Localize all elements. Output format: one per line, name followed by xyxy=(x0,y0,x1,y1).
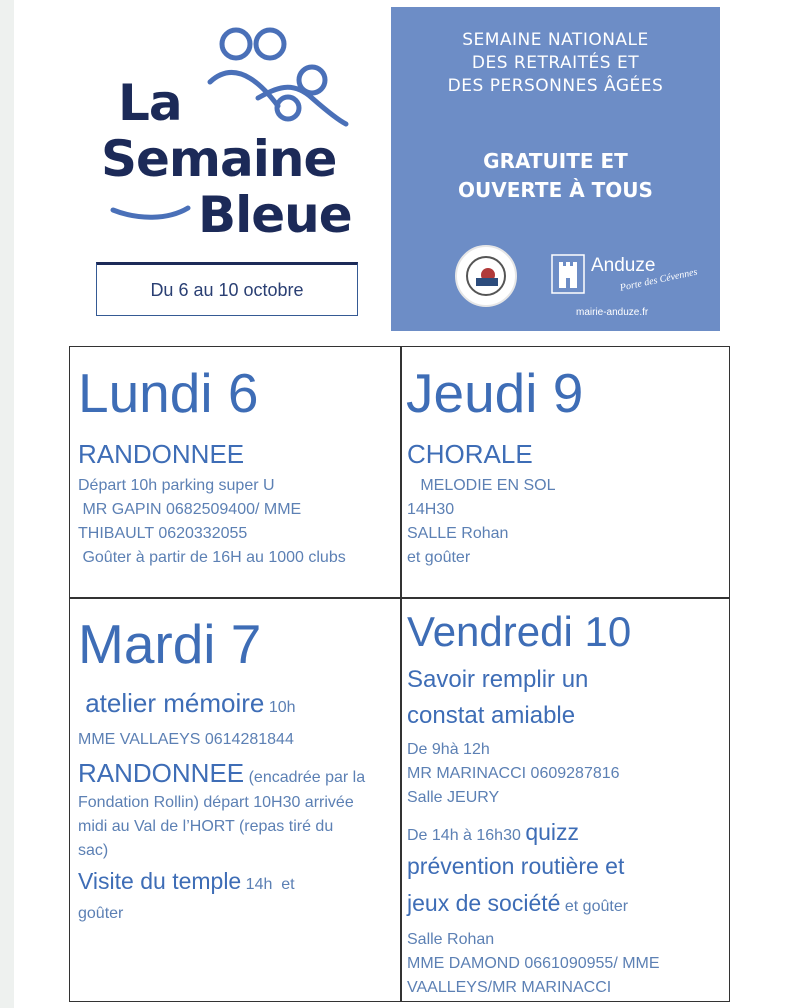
program-grid xyxy=(69,346,730,1002)
activity-title: RANDONNEE xyxy=(78,439,245,469)
activity-time: 10h xyxy=(264,699,296,716)
activity-detail: 14H30 xyxy=(407,501,455,518)
panel-headline: GRATUITE ET OUVERTE À TOUS xyxy=(458,149,653,202)
cell-jeudi xyxy=(401,347,731,597)
anduze-tower-icon xyxy=(551,254,585,294)
logo-text-semaine: Semaine xyxy=(101,130,337,188)
activity-name: quizz xyxy=(525,819,580,845)
activity-time: De 14h à 16h30 xyxy=(407,827,526,844)
activity-name: atelier mémoire xyxy=(78,688,265,718)
semaine-bleue-logo xyxy=(98,20,368,250)
logo-text-la: La xyxy=(118,74,182,132)
info-panel xyxy=(391,7,720,331)
activity-time: 14h et xyxy=(241,876,295,893)
association-seal-icon xyxy=(455,245,517,307)
town-tagline: Porte des Cévennes xyxy=(619,266,699,294)
activity-detail: De 9hà 12h xyxy=(407,741,490,758)
date-range-box xyxy=(96,262,358,316)
activity-detail: midi au Val de l’HORT (repas tiré du xyxy=(78,818,334,835)
activity-detail: sac) xyxy=(78,842,109,859)
activity-detail: THIBAULT 0620332055 xyxy=(78,525,248,542)
day-title: Vendredi 10 xyxy=(407,608,632,655)
activity-name: Visite du temple xyxy=(78,868,242,894)
activity-detail: SALLE Rohan xyxy=(407,525,509,542)
activity-detail: Salle JEURY xyxy=(407,789,500,806)
town-url: mairie-anduze.fr xyxy=(576,307,649,318)
cell-vendredi xyxy=(401,598,731,1002)
town-name: Anduze xyxy=(591,255,656,276)
cell-lundi xyxy=(70,347,400,597)
activity-title: prévention routière et xyxy=(407,853,625,879)
activity-title xyxy=(78,688,296,719)
activity-title: constat amiable xyxy=(407,702,576,729)
day-title: Jeudi 9 xyxy=(406,362,584,424)
activity-detail: goûter xyxy=(78,905,124,922)
page-margin xyxy=(0,0,14,1008)
activity-note: et goûter xyxy=(560,898,629,915)
activity-detail: MME DAMOND 0661090955/ MME xyxy=(407,955,660,972)
activity-name: jeux de société xyxy=(407,890,561,916)
day-title: Lundi 6 xyxy=(78,362,259,424)
logo-text-bleue: Bleue xyxy=(198,186,352,244)
activity-detail: et goûter xyxy=(407,549,471,566)
activity-line xyxy=(407,820,579,848)
day-title: Mardi 7 xyxy=(78,613,262,675)
activity-name: RANDONNEE xyxy=(78,758,245,788)
activity-title: CHORALE xyxy=(407,439,533,469)
activity-detail: MME VALLAEYS 0614281844 xyxy=(78,731,294,748)
activity-detail: MR GAPIN 0682509400/ MME xyxy=(78,501,302,518)
activity-detail: Goûter à partir de 16H au 1000 clubs xyxy=(78,549,346,566)
activity-detail: Salle Rohan xyxy=(407,931,495,948)
activity-detail: Départ 10h parking super U xyxy=(78,477,275,494)
activity-detail: MR MARINACCI 0609287816 xyxy=(407,765,620,782)
cell-mardi xyxy=(70,598,400,1002)
activity-title xyxy=(407,890,628,917)
activity-title xyxy=(78,758,365,789)
activity-detail: VAALLEYS/MR MARINACCI xyxy=(407,979,612,996)
activity-title xyxy=(78,868,295,895)
panel-subtitle: SEMAINE NATIONALE DES RETRAITÉS ET DES PERSONNES ÂGÉES xyxy=(447,30,664,96)
activity-detail: Fondation Rollin) départ 10H30 arrivée xyxy=(78,794,354,811)
activity-note: (encadrée par la xyxy=(244,769,366,786)
date-range-text: Du 6 au 10 octobre xyxy=(150,279,304,300)
activity-detail: MELODIE EN SOL xyxy=(407,477,556,494)
activity-title: Savoir remplir un xyxy=(407,666,589,693)
